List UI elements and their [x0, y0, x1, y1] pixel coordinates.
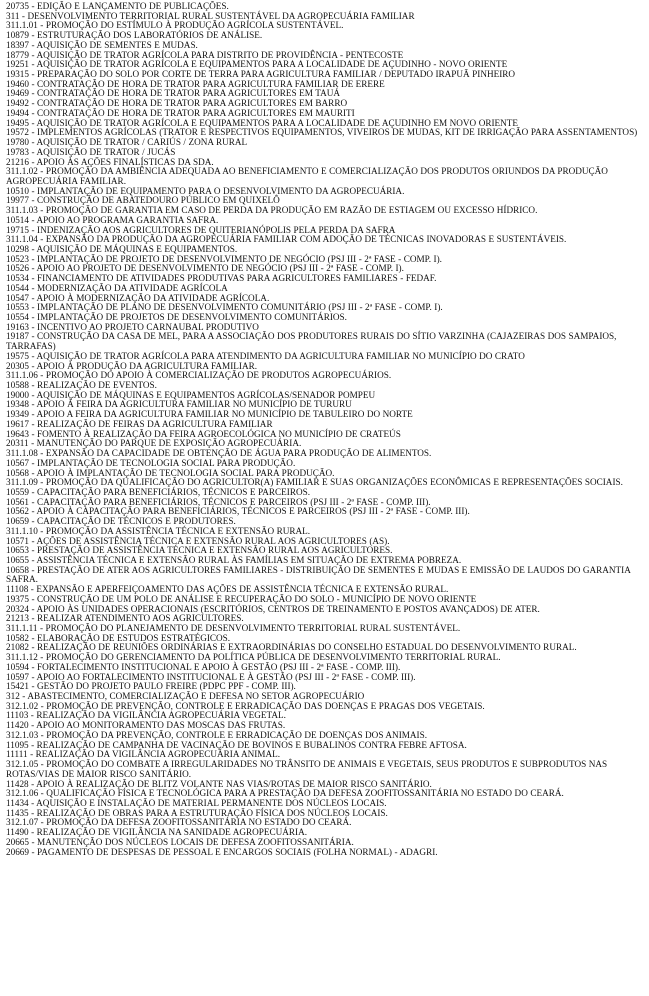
document-line: 312.1.03 - PROMOÇÃO DA PREVENÇÃO, CONTROLE E ERRADICAÇÃO DE DOENÇAS DOS ANIMAIS.: [6, 729, 428, 740]
document-line: 20735 - EDIÇÃO E LANÇAMENTO DE PUBLICAÇÕES.: [6, 1, 229, 11]
document-line: 10514 - APOIO AO PROGRAMA GARANTIA SAFRA.: [6, 214, 219, 225]
document-line: 11490 - REALIZAÇÃO DE VIGILÂNCIA NA SANIDADE AGROPECUÁRIA.: [6, 827, 308, 838]
document-line: 18397 - AQUISIÇÃO DE SEMENTES E MUDAS.: [6, 39, 198, 50]
document-line: 311.1.03 - PROMOÇÃO DE GARANTIA EM CASO DE PERDA DA PRODUÇÃO EM RAZÃO DE ESTIAGEM OU EXCESSO HÍDRICO.: [6, 205, 538, 216]
document-line: 15421 - GESTÃO DO PROJETO PAULO FREIRE (PDPC PPF - COMP. III).: [6, 681, 296, 692]
document-line: 20311 - MANUTENÇÃO DO PARQUE DE EXPOSIÇÃO AGROPECUÁRIA.: [6, 438, 302, 449]
document-line: 311.1.11 - PROMOÇÃO DO PLANEJAMENTO DE DESENVOLVIMENTO TERRITORIAL RURAL SUSTENTÁVEL.: [6, 623, 461, 633]
document-line: 20305 - APOIO À PRODUÇÃO DA AGRICULTURA FAMILIAR.: [6, 360, 258, 371]
document-line: 311.1.04 - EXPANSÃO DA PRODUÇÃO DA AGROPECUÁRIA FAMILIAR COM ADOÇÃO DE TÉCNICAS INOVADORAS E SUSTENTÁVEIS.: [6, 234, 567, 245]
document-line: 311.1.01 - PROMOÇÃO DO ESTÍMULO À PRODUÇÃO AGRÍCOLA SUSTENTÁVEL.: [6, 20, 344, 31]
document-line: 10582 - ELABORAÇÃO DE ESTUDOS ESTRATÉGICOS.: [6, 632, 231, 643]
document-line: 10653 - PRESTAÇÃO DE ASSISTÊNCIA TÉCNICA E EXTENSÃO RURAL AOS AGRICULTORES.: [6, 545, 393, 556]
document-line: 19460 - CONTRATAÇÃO DE HORA DE TRATOR PARA AGRICULTURA FAMILIAR DE ERERE: [6, 78, 385, 89]
document-line: 11103 - REALIZAÇÃO DA VIGILÂNCIA AGROPECUÁRIA VEGETAL.: [6, 710, 286, 721]
document-line: 19494 - CONTRATAÇÃO DE HORA DE TRATOR PARA AGRICULTORES EM MAURITI: [6, 107, 355, 118]
document-line: 312.1.05 - PROMOÇÃO DO COMBATE A IRREGULARIDADES NO TRÂNSITO DE ANIMAIS E VEGETAIS, SEUS PRODUTOS E SUBPRODUTOS NAS ROTAS/VIAS DE MAIOR RISCO SANITÁRIO.: [6, 759, 608, 779]
document-line: 21082 - REALIZAÇÃO DE REUNIÕES ORDINÁRIAS E EXTRAORDINÁRIAS DO CONSELHO ESTADUAL DO DESENVOLVIMENTO RURAL.: [6, 642, 577, 653]
document-line: 10523 - IMPLANTAÇÃO DE PROJETO DE DESENVOLVIMENTO DE NEGÓCIO (PSJ III - 2ª FASE - COMP. I).: [6, 253, 442, 264]
document-line: 19315 - PREPARAÇÃO DO SOLO POR CORTE DE TERRA PARA AGRICULTURA FAMILIAR / DEPUTADO IRAPUÃ PINHEIRO: [6, 69, 516, 80]
document-line: 312 - ABASTECIMENTO, COMERCIALIZAÇÃO E DEFESA NO SETOR AGROPECUÁRIO: [6, 691, 365, 702]
document-line: 10526 - APOIO AO PROJETO DE DESENVOLVIMENTO DE NEGÓCIO (PSJ III - 2ª FASE - COMP. I).: [6, 263, 404, 274]
document-line: 19783 - AQUISIÇÃO DE TRATOR / JUCÁS: [6, 146, 176, 157]
document-line: 21216 - APOIO ÀS AÇÕES FINALÍSTICAS DA SDA.: [6, 156, 214, 167]
document-line: 20665 - MANUTENÇÃO DOS NÚCLEOS LOCAIS DE DEFESA ZOOFITOSSANITÁRIA.: [6, 836, 354, 847]
document-line: 10567 - IMPLANTAÇÃO DE TECNOLOGIA SOCIAL PARA PRODUÇÃO.: [6, 457, 296, 468]
document-line: 10510 - IMPLANTAÇÃO DE EQUIPAMENTO PARA O DESENVOLVIMENTO DA AGROPECUÁRIA.: [6, 185, 405, 196]
document-line: 19375 - CONSTRUÇÃO DE UM POLO DE ANÁLISE E RECUPERAÇÃO DO SOLO - MUNICÍPIO DE NOVO ORIENTE: [6, 593, 477, 604]
document-line: 11420 - APOIO AO MONITORAMENTO DAS MOSCAS DAS FRUTAS.: [6, 720, 286, 731]
document-line: 312.1.06 - QUALIFICAÇÃO FÍSICA E TECNOLÓGICA PARA A PRESTAÇÃO DA DEFESA ZOOFITOSSANITÁRIA NO ESTADO DO CEARÁ.: [6, 788, 564, 799]
document-line: 19251 - AQUISIÇÃO DE TRATOR AGRÍCOLA E EQUIPAMENTOS PARA A LOCALIDADE DE AÇUDINHO - NOVO ORIENTE: [6, 59, 508, 70]
document-line: 11095 - REALIZAÇÃO DE CAMPANHA DE VACINAÇÃO DE BOVINOS E BUBALINOS CONTRA FEBRE AFTOSA.: [6, 739, 467, 750]
document-line: 11108 - EXPANSÃO E APERFEIÇOAMENTO DAS AÇÕES DE ASSISTÊNCIA TÉCNICA E EXTENSÃO RURAL.: [6, 584, 449, 595]
document-line: 10659 - CAPACITAÇÃO DE TÉCNICOS E PRODUTORES.: [6, 516, 236, 527]
document-line: 10544 - MODERNIZAÇÃO DA ATIVIDADE AGRÍCOLA: [6, 282, 228, 293]
document-line: 19348 - APOIO À FEIRA DA AGRICULTURA FAMILIAR NO MUNICÍPIO DE TURURU: [6, 399, 352, 410]
document-line: 10559 - CAPACITAÇÃO PARA BENEFICIÁRIOS, TÉCNICOS E PARCEIROS.: [6, 486, 310, 497]
document-line: 19163 - INCENTIVO AO PROJETO CARNAUBAL PRODUTIVO: [6, 321, 259, 332]
document-line: 10298 - AQUISIÇÃO DE MÁQUINAS E EQUIPAMENTOS.: [6, 243, 238, 254]
document-line: 311.1.12 - PROMOÇÃO DO GERENCIAMENTO DA POLÍTICA PÚBLICA DE DESENVOLVIMENTO TERRITORIAL RURAL.: [6, 652, 501, 663]
document-line: 20669 - PAGAMENTO DE DESPESAS DE PESSOAL E ENCARGOS SOCIAIS (FOLHA NORMAL) - ADAGRI.: [6, 846, 438, 857]
document-line: 10597 - APOIO AO FORTALECIMENTO INSTITUCIONAL E À GESTÃO (PSJ III - 2ª FASE - COMP. III).: [6, 671, 416, 682]
document-line: 10562 - APOIO À CAPACITAÇÃO PARA BENEFICIÁRIOS, TÉCNICOS E PARCEIROS (PSJ III - 2ª FASE - COMP. III).: [6, 506, 470, 517]
document-line: 10588 - REALIZAÇÃO DE EVENTOS.: [6, 380, 157, 391]
document-line: 11428 - APOIO À REALIZAÇÃO DE BLITZ VOLANTE NAS VIAS/ROTAS DE MAIOR RISCO SANITÁRIO.: [6, 778, 432, 789]
document-line: 10561 - CAPACITAÇÃO PARA BENEFICIÁRIOS, TÉCNICOS E PARCEIROS (PSJ III - 2ª FASE - COMP. III).: [6, 496, 431, 507]
document-line: 18779 - AQUISIÇÃO DE TRATOR AGRÍCOLA PARA DISTRITO DE PROVIDÊNCIA - PENTECOSTE: [6, 49, 404, 60]
document-line: 19572 - IMPLEMENTOS AGRÍCOLAS (TRATOR E RESPECTIVOS EQUIPAMENTOS, VIVEIROS DE MUDAS, KIT DE IRRIGAÇÃO PARA ASSENTAMENTOS): [6, 127, 638, 138]
document-line: 10547 - APOIO À MODERNIZAÇÃO DA ATIVIDADE AGRÍCOLA.: [6, 292, 270, 303]
document-line: 19187 - CONSTRUÇÃO DA CASA DE MEL, PARA A ASSOCIAÇÃO DOS PRODUTORES RURAIS DO SÍTIO VARZINHA (CAJAZEIRAS DOS SAMPAIOS, TARRAFAS): [6, 331, 617, 352]
document-line: 311.1.10 - PROMOÇÃO DA ASSISTÊNCIA TÉCNICA E EXTENSÃO RURAL.: [6, 525, 311, 536]
document-line: 11111 - REALIZAÇÃO DA VIGILÂNCIA AGROPECUÁRIA ANIMAL.: [6, 749, 281, 760]
document-line: 19469 - CONTRATAÇÃO DE HORA DE TRATOR PARA AGRICULTORES EM TAUÁ: [6, 88, 341, 99]
document-line: 19495 - AQUISIÇÃO DE TRATOR AGRÍCOLA E EQUIPAMENTOS PARA A LOCALIDADE DE AÇUDINHO EM NOVO ORIENTE: [6, 117, 518, 128]
document-line: 19643 - FOMENTO À REALIZAÇÃO DA FEIRA AGROECOLÓGICA NO MUNICÍPIO DE CRATEÚS: [6, 428, 401, 439]
document-line: 19575 - AQUISIÇÃO DE TRATOR AGRÍCOLA PARA ATENDIMENTO DA AGRICULTURA FAMILIAR NO MUNICÍPIO DO CRATO: [6, 350, 525, 361]
document-line: 11434 - AQUISIÇÃO E INSTALAÇÃO DE MATERIAL PERMANENTE DOS NÚCLEOS LOCAIS.: [6, 797, 387, 808]
document-line: 19000 - AQUISIÇÃO DE MÁQUINAS E EQUIPAMENTOS AGRÍCOLAS/SENADOR POMPEU: [6, 389, 376, 400]
document-line: 10568 - APOIO À IMPLANTAÇÃO DE TECNOLOGIA SOCIAL PARA PRODUÇÃO.: [6, 467, 335, 478]
document-line: 19715 - INDENIZAÇÃO AOS AGRICULTORES DE QUITERIANÓPOLIS PELA PERDA DA SAFRA: [6, 224, 396, 235]
document-line: 11435 - REALIZAÇÃO DE OBRAS PARA A ESTRUTURAÇÃO FÍSICA DOS NÚCLEOS LOCAIS.: [6, 807, 388, 818]
document-line: 19780 - AQUISIÇÃO DE TRATOR / CARIÚS / ZONA RURAL: [6, 137, 248, 148]
document-line: 10554 - IMPLANTAÇÃO DE PROJETOS DE DESENVOLVIMENTO COMUNITÁRIOS.: [6, 312, 347, 322]
document-line: 10594 - FORTALECIMENTO INSTITUCIONAL E APOIO À GESTÃO (PSJ III - 2ª FASE - COMP. III).: [6, 661, 401, 672]
document-line: 19617 - REALIZAÇÃO DE FEIRAS DA AGRICULTURA FAMILIAR: [6, 418, 273, 429]
document-line: 311.1.08 - EXPANSÃO DA CAPACIDADE DE OBTENÇÃO DE ÁGUA PARA PRODUÇÃO DE ALIMENTOS.: [6, 448, 432, 459]
document-line: 312.1.07 - PROMOÇÃO DA DEFESA ZOOFITOSSANITÁRIA NO ESTADO DO CEARÁ.: [6, 817, 352, 828]
document-line: 21213 - REALIZAR ATENDIMENTO AOS AGRICULTORES.: [6, 613, 244, 624]
document-line: 10655 - ASSISTÊNCIA TÉCNICA E EXTENSÃO RURAL ÀS FAMÍLIAS EM SITUAÇÃO DE EXTREMA POBREZA.: [6, 554, 462, 565]
document-line: 312.1.02 - PROMOÇÃO DE PREVENÇÃO, CONTROLE E ERRADICAÇÃO DAS DOENÇAS E PRAGAS DOS VEGETAIS.: [6, 700, 485, 711]
document-line: 311 - DESENVOLVIMENTO TERRITORIAL RURAL SUSTENTÁVEL DA AGROPECUÁRIA FAMILIAR: [6, 10, 415, 21]
document-line: 19349 - APOIO A FEIRA DA AGRICULTURA FAMILIAR NO MUNICÍPIO DE TABULEIRO DO NORTE: [6, 409, 413, 420]
document-line: 10879 - ESTRUTURAÇÃO DOS LABORATÓRIOS DE ANÁLISE.: [6, 30, 263, 41]
document-line: 19492 - CONTRATAÇÃO DE HORA DE TRATOR PARA AGRICULTORES EM BARRO: [6, 98, 348, 109]
document-line: 20324 - APOIO ÀS UNIDADES OPERACIONAIS (ESCRITÓRIOS, CENTROS DE TREINAMENTO E POSTOS AVANÇADOS) DE ATER.: [6, 603, 540, 614]
document-line: 10658 - PRESTAÇÃO DE ATER AOS AGRICULTORES FAMILIARES - DISTRIBUIÇÃO DE SEMENTES E MUDAS E EMISSÃO DE LAUDOS DO GARANTIA SAFRA.: [6, 564, 631, 585]
document-line: 311.1.09 - PROMOÇÃO DA QUALIFICAÇÃO DO AGRICULTOR(A) FAMILIAR E SUAS ORGANIZAÇÕES ECONÔMICAS E REPRESENTAÇÕES SOCIAIS.: [6, 477, 623, 488]
document-line: 10571 - AÇÕES DE ASSISTÊNCIA TÉCNICA E EXTENSÃO RURAL AOS AGRICULTORES (AS).: [6, 535, 390, 546]
document-line: 311.1.06 - PROMOÇÃO DO APOIO À COMERCIALIZAÇÃO DE PRODUTOS AGROPECUÁRIOS.: [6, 370, 392, 381]
document-line: 10553 - IMPLANTAÇÃO DE PLANO DE DESENVOLVIMENTO COMUNITÁRIO (PSJ III - 2ª FASE - COMP. I).: [6, 302, 443, 313]
document-line: 19977 - CONSTRUÇÃO DE ABATEDOURO PÚBLICO EM QUIXELÔ: [6, 195, 280, 206]
document-line: 10534 - FINANCIAMENTO DE ATIVIDADES PRODUTIVAS PARA AGRICULTORES FAMILIARES - FEDAF.: [6, 273, 437, 284]
document-line: 311.1.02 - PROMOÇÃO DA AMBIÊNCIA ADEQUADA AO BENEFICIAMENTO E COMERCIALIZAÇÃO DOS PRODUTOS ORIUNDOS DA PRODUÇÃO AGROPECUÁRIA FAMILIAR.: [6, 166, 608, 186]
